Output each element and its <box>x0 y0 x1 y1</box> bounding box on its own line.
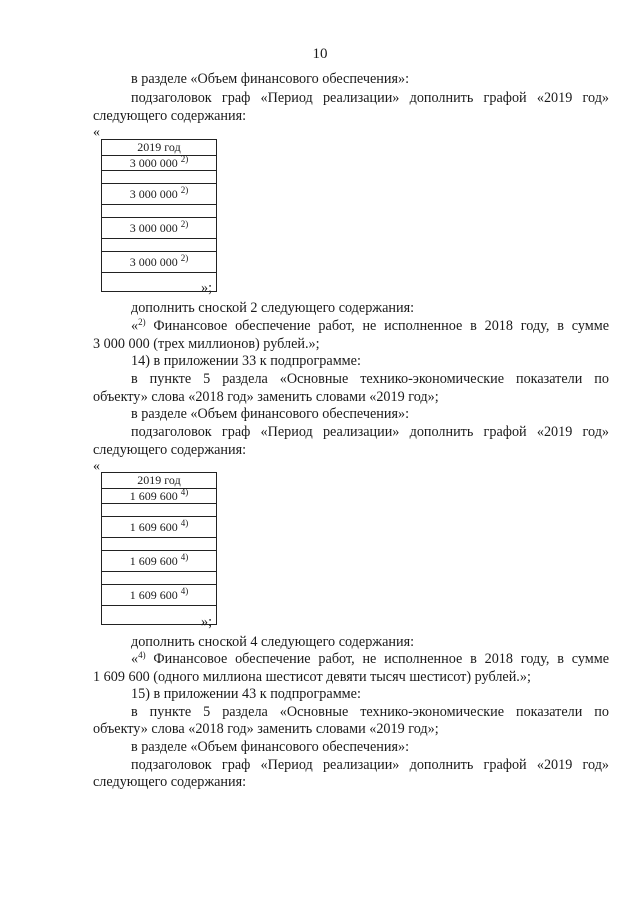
paragraph-line: следующего содержания: <box>93 442 247 458</box>
table-cell-empty <box>102 606 216 625</box>
table-cell-empty <box>102 504 216 517</box>
paragraph-line: в разделе «Объем финансового обеспечения»: <box>131 406 410 422</box>
paragraph-line: дополнить сноской 2 следующего содержания: <box>131 300 415 316</box>
paragraph-line: следующего содержания: <box>93 108 247 124</box>
table-cell: 3 000 000 $^{2)}$ <box>102 252 216 273</box>
table-cell-empty <box>102 171 216 184</box>
table-cell: 1 609 600 $^{4)}$ <box>102 551 216 572</box>
table-cell-empty <box>102 239 216 252</box>
open-quote: « <box>93 125 100 140</box>
table-header: 2019 год <box>102 140 216 156</box>
table-cell-empty <box>102 205 216 218</box>
table-cell-empty <box>102 538 216 551</box>
table-cell: 1 609 600 $^{4)}$ <box>102 517 216 538</box>
paragraph-line: 14) в приложении 33 к подпрограмме: <box>131 353 361 369</box>
table-cell: 1 609 600 $^{4)}$ <box>102 489 216 504</box>
paragraph-line: 1 609 600 (одного миллиона шестисот девяти тысяч шестисот) рублей.»; <box>93 669 531 685</box>
open-quote: « <box>93 459 100 474</box>
close-quote: »; <box>201 280 213 296</box>
paragraph-line: в пункте 5 раздела «Основные технико-экономические показатели по <box>131 371 609 387</box>
table-cell-empty <box>102 273 216 292</box>
paragraph-line: в пункте 5 раздела «Основные технико-экономические показатели по <box>131 704 609 720</box>
paragraph-line: в разделе «Объем финансового обеспечения»: <box>131 739 410 755</box>
paragraph-line: в разделе «Объем финансового обеспечения»: <box>131 71 410 87</box>
table-cell-empty <box>102 572 216 585</box>
amount-table <box>101 139 217 292</box>
paragraph-line: объекту» слова «2018 год» заменить словами «2019 год»; <box>93 721 439 737</box>
paragraph-line: следующего содержания: <box>93 774 247 790</box>
close-quote: »; <box>201 614 213 630</box>
footnote-text: «$^{2)}$ Финансовое обеспечение работ, не исполненное в 2018 году, в сумме <box>131 317 609 334</box>
table-cell: 1 609 600 $^{4)}$ <box>102 585 216 606</box>
table-header: 2019 год <box>102 473 216 489</box>
table-cell: 3 000 000 $^{2)}$ <box>102 218 216 239</box>
paragraph-line: 3 000 000 (трех миллионов) рублей.»; <box>93 336 320 352</box>
paragraph-line: 15) в приложении 43 к подпрограмме: <box>131 686 361 702</box>
table-cell: 3 000 000 $^{2)}$ <box>102 156 216 171</box>
paragraph-line: объекту» слова «2018 год» заменить словами «2019 год»; <box>93 389 439 405</box>
paragraph-line: подзаголовок граф «Период реализации» дополнить графой «2019 год» <box>131 757 609 773</box>
amount-table <box>101 472 217 625</box>
paragraph-line: подзаголовок граф «Период реализации» дополнить графой «2019 год» <box>131 90 609 106</box>
page-number: 10 <box>312 46 328 62</box>
table-cell: 3 000 000 $^{2)}$ <box>102 184 216 205</box>
paragraph-line: подзаголовок граф «Период реализации» дополнить графой «2019 год» <box>131 424 609 440</box>
footnote-text: «$^{4)}$ Финансовое обеспечение работ, не исполненное в 2018 году, в сумме <box>131 650 609 667</box>
paragraph-line: дополнить сноской 4 следующего содержания: <box>131 634 415 650</box>
